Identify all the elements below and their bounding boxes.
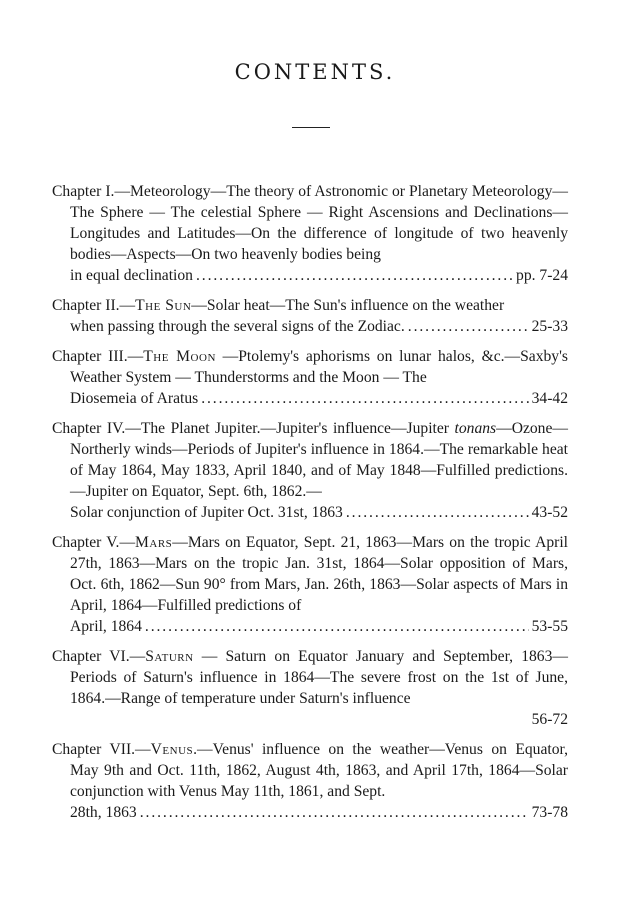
dot-leader xyxy=(408,316,529,337)
chapter-subject: The Sun xyxy=(135,297,192,314)
chapter-pages: 43-52 xyxy=(531,504,568,521)
chapter-label: Chapter IV. xyxy=(52,420,126,437)
chapter-pages: pp. 7-24 xyxy=(516,267,568,284)
chapter-pages: 53-55 xyxy=(531,618,568,635)
chapter-last-line: 28th, 1863 xyxy=(70,804,137,821)
chapter-entry-5: Chapter V.—Mars—Mars on Equator, Sept. 21, 1863—Mars on the tropic April 27th, 1863—Mars on the tropic Jan. 31st, 1864—Solar opposition of Mars, Oct. 6th, 1862—Sun 90° from Mars, Jan. 26th, 1863—Solar aspects of Mars in April, 1864—Fulfilled predictions of April, 1864 . . . 53-55 xyxy=(52,532,568,637)
chapter-leader-line xyxy=(70,388,568,409)
chapter-label: Chapter V. xyxy=(52,534,120,551)
chapter-last-line: April, 1864 xyxy=(70,618,142,635)
chapter-pages: 56-72 xyxy=(531,711,568,728)
chapter-label: Chapter I. xyxy=(52,183,115,200)
chapter-last-line: in equal declination xyxy=(70,267,193,284)
chapter-body: —Ptolemy's aphorisms on lunar halos, &c.—Saxby's Weather System — Thunderstorms and the Moon — The xyxy=(70,348,568,386)
chapter-pages: 34-42 xyxy=(531,390,568,407)
chapter-leader-line xyxy=(70,316,568,337)
chapter-entry-6: Chapter VI.—Saturn — Saturn on Equator January and September, 1863—Periods of Saturn's influence in 1864—The severe frost on the 1st of June, 1864.—Range of temperature under Saturn's influence 56-72 xyxy=(52,648,568,728)
chapter-entry-4 xyxy=(52,418,568,523)
chapter-label: Chapter VII. xyxy=(52,741,136,758)
chapter-subject: Venus xyxy=(150,741,194,758)
chapter-body-a: —The Planet Jupiter.—Jupiter's influence—Jupiter xyxy=(125,420,455,437)
dot-leader xyxy=(346,502,529,523)
dot-leader xyxy=(140,802,529,823)
chapter-italic-term: tonans xyxy=(454,420,497,437)
chapter-label: Chapter III. xyxy=(52,348,128,365)
dot-leader xyxy=(201,388,528,409)
page-title: CONTENTS. xyxy=(234,60,396,84)
chapter-leader-line xyxy=(70,802,568,823)
chapter-body: — Saturn on Equator January and September, 1863—Periods of Saturn's influence in 1864—The severe frost on the 1st of June, 1864.—Range of temperature under Saturn's influence xyxy=(70,648,568,707)
chapter-body: —Solar heat—The Sun's influence on the weather xyxy=(191,297,505,314)
chapter-body: —Meteorology—The theory of Astronomic or Planetary Meteorology—The Sphere — The celestial Sphere — Right Ascensions and Declinations—Longitudes and Latitudes—On the difference of longitude of two heavenly bodies—Aspects—On two heavenly bodies being xyxy=(70,183,568,263)
chapter-subject: Mars xyxy=(135,534,173,551)
chapter-body-b: —Ozone—Northerly winds—Periods of Jupiter's influence in 1864.—The remarkable heat of May 1864, May 1833, April 1840, and of May 1848—Fulfilled predictions.—Jupiter on Equator, Sept. 6th, 1862.— xyxy=(70,420,568,500)
chapter-entry-3: Chapter III.—The Moon —Ptolemy's aphorisms on lunar halos, &c.—Saxby's Weather System — Thunderstorms and the Moon — The Diosemeia of Aratus . . . 34-42 xyxy=(52,346,568,409)
chapter-pages: 73-78 xyxy=(531,804,568,821)
chapter-last-line: when passing through the several signs of the Zodiac. xyxy=(70,318,405,335)
title-divider xyxy=(292,127,330,128)
dot-leader xyxy=(196,265,513,286)
chapter-subject: The Moon xyxy=(143,348,216,365)
chapter-body: —Mars on Equator, Sept. 21, 1863—Mars on the tropic April 27th, 1863—Mars on the tropic Jan. 31st, 1864—Solar opposition of Mars, Oct. 6th, 1862—Sun 90° from Mars, Jan. 26th, 1863—Solar aspects of Mars in April, 1864—Fulfilled predictions of xyxy=(70,534,568,614)
contents-list xyxy=(52,181,568,823)
chapter-last-line: Diosemeia of Aratus xyxy=(70,390,199,407)
chapter-pages: 25-33 xyxy=(531,318,568,335)
chapter-leader-line xyxy=(70,502,568,523)
chapter-subject: Saturn xyxy=(145,648,194,665)
chapter-entry-7: Chapter VII.—Venus.—Venus' influence on the weather—Venus on Equator, May 9th and Oct. 11th, 1862, August 4th, 1863, and April 17th, 1864—Solar conjunction with Venus May 11th, 1861, and Sept. 28th, 1863 . . . 73-78 xyxy=(52,739,568,823)
chapter-leader-line xyxy=(70,616,568,637)
chapter-leader-line xyxy=(70,265,568,286)
dot-leader xyxy=(145,616,529,637)
chapter-body: .—Venus' influence on the weather—Venus on Equator, May 9th and Oct. 11th, 1862, August 4th, 1863, and April 17th, 1864—Solar conjunction with Venus May 11th, 1861, and Sept. xyxy=(70,741,568,800)
chapter-label: Chapter II. xyxy=(52,297,120,314)
chapter-entry-2: Chapter II.—The Sun—Solar heat—The Sun's influence on the weather when passing through the several signs of the Zodiac. . . . 25-33 xyxy=(52,295,568,337)
chapter-entry-1 xyxy=(52,181,568,286)
chapter-last-line: Solar conjunction of Jupiter Oct. 31st, 1863 xyxy=(70,504,343,521)
chapter-label: Chapter VI. xyxy=(52,648,130,665)
